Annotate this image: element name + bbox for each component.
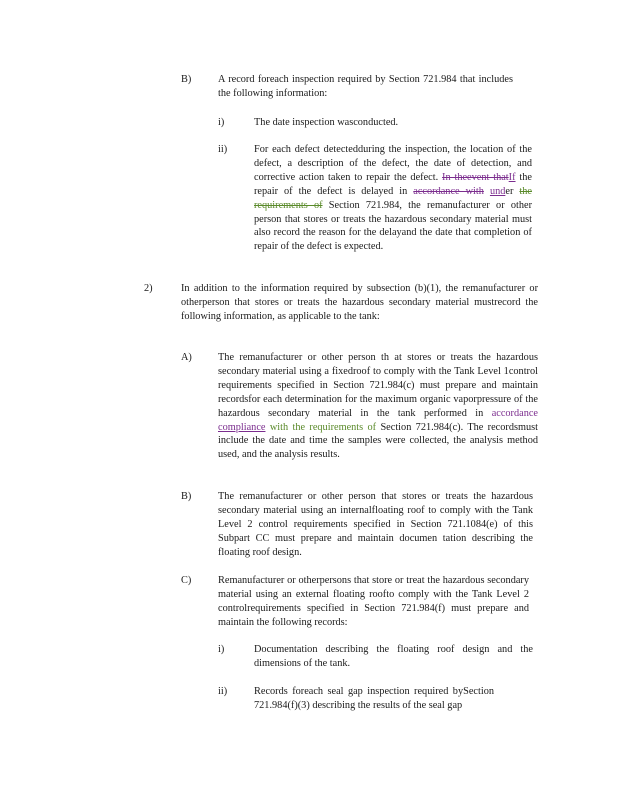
inserted-text: compliance xyxy=(218,421,266,433)
inserted-text: If xyxy=(508,171,516,183)
subitem-label-ii2: ii) xyxy=(218,686,228,697)
deleted-text: In theevent that xyxy=(442,171,509,183)
inserted-text: accordance xyxy=(491,407,538,419)
item-label-a: A) xyxy=(181,352,192,363)
item-label-2: 2) xyxy=(144,283,153,294)
deleted-text: accordance with xyxy=(413,185,484,197)
item-label-c: C) xyxy=(181,575,192,586)
item-b-text: A record foreach inspection required by Section 721.984 that includes the following information: xyxy=(218,74,513,99)
subitem-label-ii: ii) xyxy=(218,144,228,155)
subitem-ii-text: For each defect detectedduring the inspection, the location of the defect, a description of the defect, the date of detection, and corrective action taken to repair the defect. xyxy=(254,144,532,183)
subitem-ii-text-cont: the repair of the defect is delayed in xyxy=(254,171,532,197)
moved-to-text: with the requirements of xyxy=(269,421,377,433)
subitem-ii2-text: Records foreach seal gap inspection required bySection 721.984(f)(3) describing the results of the seal gap xyxy=(254,686,494,711)
subitem-ii-text-cont: er xyxy=(505,185,514,197)
moved-from-text: the requirements of xyxy=(254,185,532,211)
item-b2-text: The remanufacturer or other person that stores or treats the hazardous secondary material using an internalfloating roof to comply with the Tank Level 2 control requirements specified in Section 721.1084(e) of this Subpart CC must prepare and maintain documen tation describing the floating roof design. xyxy=(218,491,533,558)
subitem-i2-text: Documentation describing the floating roof design and the dimensions of the tank. xyxy=(254,644,533,669)
subitem-ii-text-cont: Section 721.984, the remanufacturer or other person that stores or treats the hazardous secondary material must also record the reason for the delayand the date that completion of repair of the defect is expected. xyxy=(254,199,533,253)
inserted-text: und xyxy=(489,185,506,197)
subitem-label-i: i) xyxy=(218,117,225,128)
subitem-label-i2: i) xyxy=(218,644,225,655)
item-label-b: B) xyxy=(181,74,192,85)
item-a-text: The remanufacturer or other person th at stores or treats the hazardous secondary material using a fixedroof to comply with the Tank Level 1control requirements specified in Section 721.984(c) must prepare and maintain recordsfor each determination for the maximum organic vaporpressure of the hazardous secondary material in the tank performed in xyxy=(218,352,538,419)
item-a-text-cont: Section 721.984(c). The recordsmust include the date and time the samples were collected, the analysis method used, and the analysis results. xyxy=(218,421,538,461)
item-c-text: Remanufacturer or otherpersons that store or treat the hazardous secondary material using an external floating roofto comply with the Tank Level 2 controlrequirements specified in Section 721.984(f) must prepare and maintain the following records: xyxy=(218,575,529,628)
subitem-i-text: The date inspection wasconducted. xyxy=(254,117,399,128)
item-a-paragraph xyxy=(218,351,538,462)
item-label-b2: B) xyxy=(181,491,192,502)
item-2-text: In addition to the information required by subsection (b)(1), the remanufacturer or otherperson that stores or treats the hazardous secondary material mustrecord the following information, as applicable to the tank: xyxy=(181,283,538,322)
subitem-ii-paragraph xyxy=(254,143,532,254)
